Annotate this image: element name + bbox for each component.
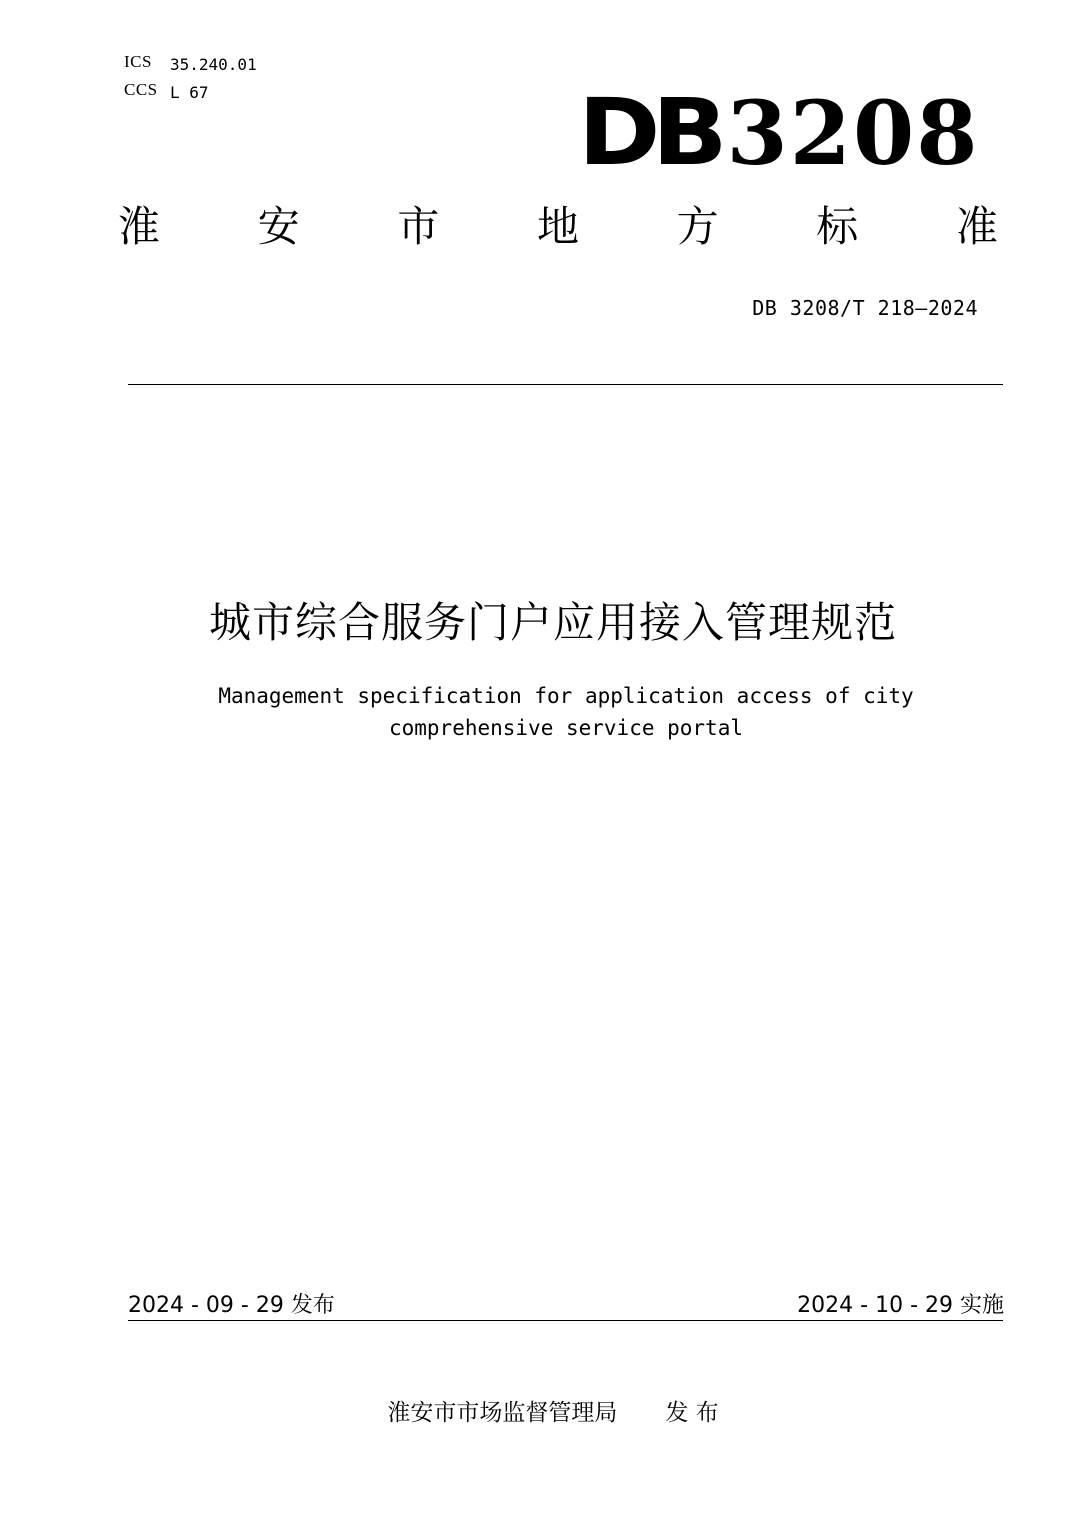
db-logo-number: 3208 <box>726 81 980 185</box>
db-logo-prefix: DB <box>578 79 719 186</box>
ccs-label: CCS <box>124 80 158 99</box>
top-divider <box>128 384 1003 385</box>
publisher-name: 淮安市市场监督管理局 <box>387 1400 618 1426</box>
standard-type-char: 安 <box>257 202 300 251</box>
standard-type-heading <box>118 202 998 251</box>
publisher <box>0 1394 1080 1427</box>
document-title-cn: 城市综合服务门户应用接入管理规范 <box>208 598 897 647</box>
standard-type-char: 标 <box>816 202 859 251</box>
issue-date: 2024 - 09 - 29 发布 <box>128 1293 335 1318</box>
document-title-en-line1: Management specification for application access of city <box>218 684 914 708</box>
standard-type-char: 淮 <box>118 202 161 251</box>
ics-label: ICS <box>124 52 152 71</box>
document-title-en-line2: comprehensive service portal <box>388 716 743 740</box>
implementation-date: 2024 - 10 - 29 实施 <box>797 1293 1004 1318</box>
bottom-divider <box>128 1320 1003 1321</box>
db-logo <box>578 79 980 186</box>
ccs-value: L 67 <box>170 83 209 102</box>
standard-type-char: 准 <box>955 202 998 251</box>
standard-number: DB 3208/T 218—2024 <box>752 296 978 320</box>
publisher-action: 发 布 <box>665 1400 719 1426</box>
standard-type-char: 地 <box>536 202 579 251</box>
standard-type-char: 方 <box>676 202 719 251</box>
ics-value: 35.240.01 <box>170 55 257 74</box>
standard-type-char: 市 <box>397 202 440 251</box>
